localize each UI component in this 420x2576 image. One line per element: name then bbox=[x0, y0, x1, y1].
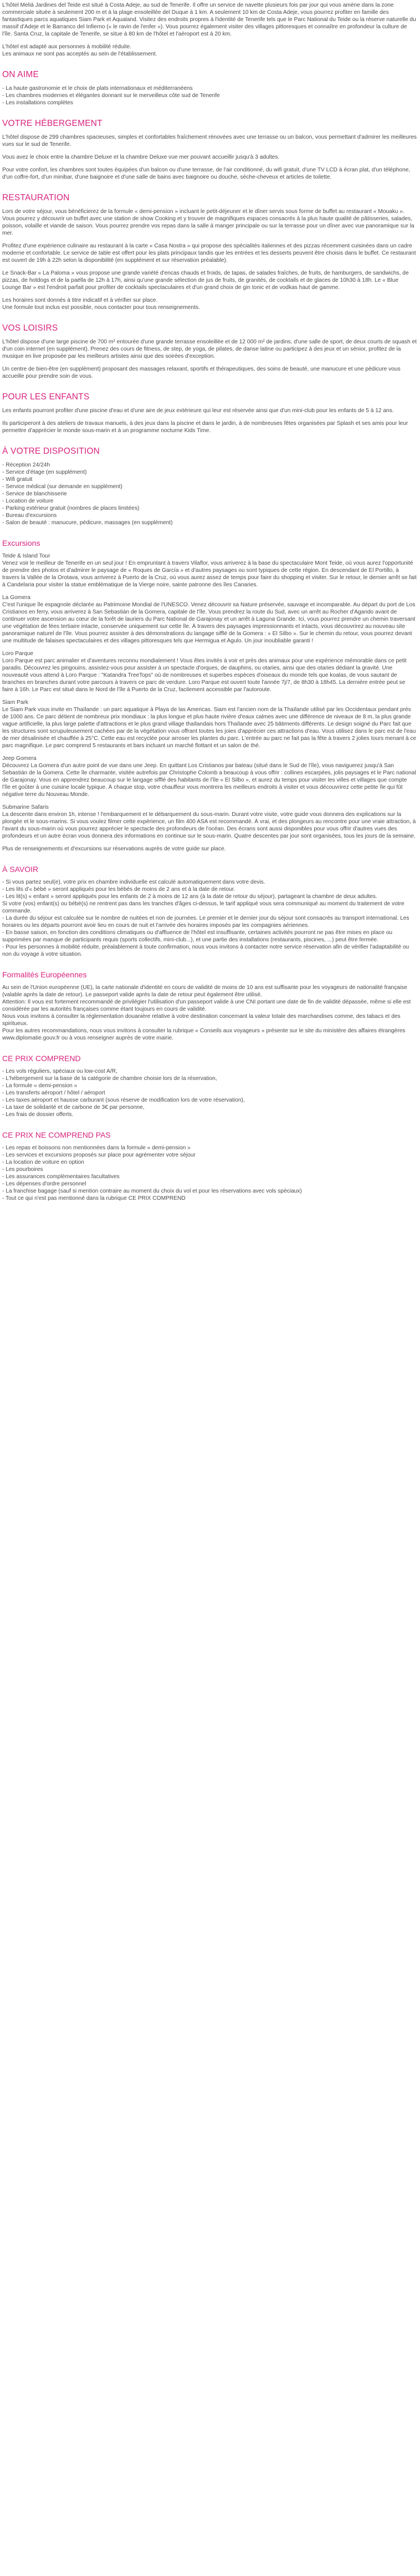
section-title-excursions: Excursions bbox=[2, 539, 40, 547]
excursion-description: Le Siam Park vous invite en Thaïlande : un parc aquatique à Playa de las Americas. Siam est l'ancien nom de la Thaïlande utilisé par les Occidentaux pendant près de 1000 ans. Ce parc détient de nombreux prix mondiaux : la plus longue et plus haute rivière d'eaux calmes avec une différence de niveaux de 8 m, la plus grande vague artificielle, la plus large palette d'attractions et le plus grand village thaïlandais hors Thaïlande avec 25 bâtiments différents. Le design soigné du Parc fait que les structures sont scrupuleusement cachées par de la végétation vous offrant toutes les joies d'apprécier ces attractions d'eau. Vous utilisez dans le parc est de l'eau de mer désalinisée et chauffée à 25°C. Cette eau est recyclée pour arroser les plantes du parc. L'entrée au parc ne fait pas la fête à travers 2 jolies tours menant à ce parc magnifique. Le parc comprend 5 restaurants et bars incluant un marché flottant et un salon de thé. bbox=[2, 707, 417, 749]
list-item: - Les frais de dossier offerts. bbox=[2, 1112, 74, 1118]
list-item: - Les installations complètes bbox=[2, 100, 73, 106]
intro-notes: L'hôtel est adapté aux personnes à mobilité réduite. Les animaux ne sont pas acceptés au sein de l'établissement. bbox=[2, 44, 157, 57]
list-item: - Tout ce qui n'est pas mentionné dans la rubrique CE PRIX COMPREND bbox=[2, 1195, 186, 1201]
list-item: - Les lits d'« bébé » seront appliqués pour les bébés de moins de 2 ans et à la date de retour. bbox=[2, 886, 235, 893]
excursion-name: Jeep Gomera bbox=[2, 755, 37, 762]
restauration-notes: Les horaires sont donnés à titre indicatif et à vérifier sur place. Une formule tout inclus est possible, nous contacter pour tous renseignements. bbox=[2, 297, 200, 311]
section-title-disposition: À VOTRE DISPOSITION bbox=[2, 447, 100, 456]
excursion-item bbox=[2, 755, 417, 798]
list-item: - Service médical (sur demande en supplément) bbox=[2, 484, 122, 490]
list-item: - Les services et excursions proposés sur place pour agrémenter votre séjour bbox=[2, 1152, 196, 1158]
list-item: - La haute gastronomie et le choix de plats internationaux et méditerranéens bbox=[2, 85, 193, 92]
enfants-paragraph: Les enfants pourront profiter d'une piscine d'eau et d'une aire de jeux extérieure qui leur est réservée ainsi que d'un mini-club pour les enfants de 5 à 12 ans. bbox=[2, 408, 394, 414]
excursion-name: La Gomera bbox=[2, 595, 30, 601]
list-item: - Parking extérieur gratuit (nombres de places limitées) bbox=[2, 505, 140, 511]
excursion-description: Venez voir le meilleur de Tenerife en un seul jour ! En empruntant à travers Vilaflor, vous arriverez à la base du spectaculaire Mont Teide, où vous aurez l'opportunité de prendre des photos et d'admirer le paysage de « Roques de García » et d'autres paysages ou sont typiques de cette région. En descendant de El Portillo, à travers la Vallée de la Orotava, vous arriverez à Puerto de la Cruz, où vous aurez assez de temps pour faire du shopping et visiter. Sur le retour, le dernier arrêt se fait à Candelaria pour visiter la statue emblématique de la Vierge noire, sainte patronne des îles Canaries. bbox=[2, 560, 417, 588]
excursion-description: C'est l'unique île espagnole déclarée au Patrimoine Mondial de l'UNESCO. Venez découvrir sa Nature préservée, sauvage et incomparable. Au départ du port de Los Cristianos en ferry, vous arriverez à San Sebastián de la Gomera, capitale de l'île. Vous prendrez la route du Sud, avec un arrêt au Rocher d'Agando avant de continuer votre ascension au cœur de la forêt de lauriers du Parc National de Garajonay et un arrêt à Laguna Grande. Ici, vous pourrez prendre un chemin traversant une végétation de fées tertiaire intacte, conservée uniquement sur cette île. À travers des paysages impressionnants et intacts, vous découvrirez au nouveau site panoramique naturel de l'île. Vous pourrez assister à des démonstrations du langage sifflé de la Gomera : « El Silbo ». Sur le chemin du retour, vous pourrez devant une multitude de falaises spectaculaires et des villages pittoresques tels que Hermigua et Agulo. Un jour inoubliable garanti ! bbox=[2, 602, 416, 644]
excursion-item bbox=[2, 650, 417, 693]
list-item: - Si vous partez seul(e), votre prix en chambre individuelle est calculé automatiquement dans votre devis. bbox=[2, 879, 265, 885]
list-item: - La durée du séjour est calculée sur le nombre de nuitées et non de journées. Le premier et le dernier jour du séjour sont consacrés au transport international. Les horaires ou les départs pourront avoir lieu en cours de nuit et l'arrivée des horaires imposés par les compagnies aériennes. bbox=[2, 915, 409, 929]
excursions-footer: Plus de renseignements et d'excursions sur réservations auprès de votre guide sur place. bbox=[2, 846, 226, 852]
disposition-list bbox=[2, 462, 417, 526]
excursion-item bbox=[2, 804, 417, 840]
excursion-name: Teide & Island Tour bbox=[2, 553, 50, 559]
excursion-item bbox=[2, 552, 417, 589]
ne-comprend-pas-list bbox=[2, 1144, 417, 1202]
list-item: - Réception 24/24h bbox=[2, 462, 50, 468]
savoir-list bbox=[2, 879, 417, 958]
list-item: - L'hébergement sur la base de la catégorie de chambre choisie lors de la réservation, bbox=[2, 1076, 217, 1082]
section-title-enfants: POUR LES ENFANTS bbox=[2, 392, 90, 402]
list-item: - La franchise bagage (sauf si mention contraire au moment du choix du vol et pour les réservations avec vols spéciaux) bbox=[2, 1188, 302, 1194]
hebergement-paragraph: L'hôtel dispose de 299 chambres spacieuses, simples et confortables fraîchement rénovées avec une terrasse ou un balcon, vous permettant d'admirer les meilleures vues sur le sud de Tenerife. bbox=[2, 134, 417, 148]
list-item: - Les transferts aéroport / hôtel / aéroport bbox=[2, 1090, 105, 1096]
list-item: - Les lit(s) « enfant » seront appliqués pour les enfants de 2 à moins de 12 ans (à la date de retour du séjour), partageant la chambre de deux adultes. bbox=[2, 894, 377, 900]
excursion-item bbox=[2, 699, 417, 749]
excursion-name: Submarine Safaris bbox=[2, 804, 49, 810]
list-item: - Les repas et boissons non mentionnées dans la formule « demi-pension » bbox=[2, 1145, 191, 1151]
section-title-hebergement: VOTRE HÉBERGEMENT bbox=[2, 119, 103, 128]
enfants-paragraph: Ils participeront à des ateliers de travaux manuels, à des jeux dans la piscine et dans le jardin, à de nombreuses fêtes organisées par Splash et ses amis pour leur permettre d'apprécier le monde sous-marin et à un programme nocturne Kids Time. bbox=[2, 420, 408, 434]
list-item: - Les taxes aéroport et hausse carburant (sous réserve de modification lors de votre réservation), bbox=[2, 1097, 245, 1103]
intro-section bbox=[2, 2, 417, 58]
excursion-description: La descente dans environ 1h, intense ! l'embarquement et le débarquement du sous-marin. Durant votre visite, votre guide vous donnera des explications sur la plongée et le sous-marins. Si vous voulez filmer cette expérience, un film 400 ASA est recommandé. À vrai, et des plongeurs au rencontre pour une vraie attraction, à l'avant du sous-marin où vous pourrez apprécier le spectacle des profondeurs de l'océan. Des écrans sont aussi disponibles pour vous offrir d'autres vues des profondeurs et un autre écran vous donnera des informations en continue sur le sous-marin. Quatre descentes par jour sont organisées, tous les jours de la semaine. bbox=[2, 812, 416, 839]
list-item: - La formule « demi-pension » bbox=[2, 1083, 78, 1089]
on-aime-list bbox=[2, 85, 417, 107]
intro-paragraph: L'hôtel Meliá Jardines del Teide est situé à Costa Adeje, au sud de Tenerife. Il offre un service de navette plusieurs fois par jour qui vous amène dans la zone commerciale située à seulement 200 m et à la plage ensoleillée del Duque à 1 km. A seulement 10 km de Costa Adeje, vous pourrez profiter en famille des fantastiques parcs aquatiques Siam Park et Aqualand. Visitez des endroits propres à l'identité de Tenerife tels que le Parc National du Teide ou la réserve naturelle du massif d'Adeje et le Barranco del Infierno (« le ravin de l'enfer »). Vous pourrez également visiter des villages pittoresques et connaître en profondeur la culture de l'île. Santa Cruz, la capitale de Tenerife, se situe à 80 km de l'hôtel et l'aéroport est à 20 km. bbox=[2, 2, 416, 37]
excursion-description: Loro Parque est parc animalier et d'aventures reconnu mondialement ! Vous êtes invités à voir et près des animaux pour une expérience mémorable dans ce petit paradis. Découvrez les pingouins, assistez-vous pour assister à un spectacle d'orques, de dauphins, ou otaries, ainsi que des otaries dédiant la gravité. Une nouveauté vous attend à Loro Parque : "Katandra TreeTops" où de nombreuses et superbes espèces d'oiseaux du monde tels que koalas, de vous sautant de branches en branches durant votre parcours à travers ce parc de verdure. Loro Parque est ouvert toute l'année 7j/7, de 8h30 à 18h45. La dernière entrée peut se faire à 16h. Le Parc est situé dans le Nord de l'île à Puerto de la Cruz, facilement accessible par l'autoroute. bbox=[2, 658, 407, 693]
comprend-list bbox=[2, 1068, 417, 1118]
restauration-paragraph: Profitez d'une expérience culinaire au restaurant à la carte « Casa Nostra » qui propose des spécialités italiennes et des pizzas récemment cuisinées dans un cadre moderne et confortable. Le service de table est offert pour les plats principaux tandis que les entrées et les desserts peuvent être choisis dans le buffet. Ce restaurant est ouvert de 19h à 22h selon la disponibilité (en supplément et sur réservation préalable). bbox=[2, 243, 416, 263]
list-item: - Service de blanchisserie bbox=[2, 491, 67, 497]
list-item: - Les assurances complémentaires facultatives bbox=[2, 1174, 120, 1180]
list-item: - La location de voiture en option bbox=[2, 1159, 84, 1165]
section-title-on-aime: ON AIME bbox=[2, 70, 39, 79]
excursion-item bbox=[2, 594, 417, 645]
list-item: - Les vols réguliers, spéciaux ou low-cost A/R, bbox=[2, 1068, 117, 1074]
section-title-restauration: RESTAURATION bbox=[2, 193, 70, 202]
formalites-paragraph: Au sein de l'Union européenne (UE), la carte nationale d'identité en cours de validité de moins de 10 ans est suffisante pour les voyageurs de nationalité française (valable après la date de retour). Le passeport valide après la date de retour peut également être utilisé. Attention: Il vous est fortement recommandé de privilégier l'utilisation d'un passeport valide à une CNI portant une date de fin de validité dépassée, même si elle est considérée par les autorités françaises comme étant toujours en cours de validité. Nous vous invitons à consulter la réglementation douanière relative à votre destination concernant la valeur totale des marchandises comme, des tabacs et des spiritueux. Pour les autres recommandations, nous vous invitons à consulter la rubrique « Conseils aux voyageurs » présente sur le site du ministère des affaires étrangères www.diplomatie.gouv.fr ou à vous renseigner auprès de votre mairie. bbox=[2, 985, 411, 1041]
section-title-ne-comprend-pas: CE PRIX NE COMPREND PAS bbox=[2, 1130, 111, 1139]
list-item: - Pour les personnes à mobilité réduite, préalablement à toute confirmation, nous vous invitons à contacter notre service réservation afin de vérifier l'adaptabilité ou non du voyage à votre situation. bbox=[2, 944, 409, 957]
excursion-description: Découvrez La Gomera d'un autre point de vue dans une Jeep. En quittant Los Cristianos par bateau (situé dans le Sud de l'île), vous naviguerez jusqu'à San Sebastián de la Gomera. Cette île charmante, visitée autrefois par Christophe Colomb a beaucoup à vous offrir : collines escarpées, jolis paysages et le Parc national de Garajonay. Vous en apprendrez beaucoup sur le langage sifflé des habitants de l'île « El Silbo », et aurez du temps pour visiter les villes et villages que compte l'île et goûter à une cuisine locale typique. À chaque stop, votre chauffeur vous montrera les meilleurs endroits à visiter et vous découvrirez cette petite île qui fût négative terre du Nouveau Monde. bbox=[2, 763, 416, 798]
list-item: - Les chambres modernes et élégantes donnant sur le merveilleux côte sud de Tenerife bbox=[2, 93, 220, 99]
section-title-loisirs: VOS LOISIRS bbox=[2, 323, 58, 333]
list-item: - La taxe de solidarité et de carbone de 3€ par personne, bbox=[2, 1104, 145, 1110]
loisirs-paragraph: Un centre de bien-être (en supplément) proposant des massages relaxant, sportifs et thérapeutiques, des soins de beauté, une manucure et une pédicure vous accueille pour prendre soin de vous. bbox=[2, 366, 401, 379]
excursion-name: Siam Park bbox=[2, 699, 28, 706]
list-item: - Location de voiture bbox=[2, 498, 54, 504]
list-item: - En basse saison, en fonction des conditions climatiques ou d'affluence de l'hôtel est insuffisante, certaines activités pourront ne pas être mises en place ou supprimées par manque de participants requis (sports collectifs, mini-club...), et une partie des installations (restaurants, piscines, ...) peut être fermée. bbox=[2, 930, 393, 943]
section-title-savoir: À SAVOIR bbox=[2, 865, 39, 874]
list-item: - Les dépenses d'ordre personnel bbox=[2, 1181, 86, 1187]
hebergement-paragraph: Pour votre confort, les chambres sont toutes équipées d'un balcon ou d'une terrasse, de l'air conditionné, du wifi gratuit, d'une TV LCD à écran plat, d'un téléphone, d'un coffre-fort, d'un minibar, d'une baignoire et d'une salle de bains avec baignoire ou douche, sèche-cheveux et articles de toilette. bbox=[2, 167, 411, 180]
list-item: - Bureau d'excursions bbox=[2, 513, 57, 519]
list-item: - Service d'étage (en supplément) bbox=[2, 469, 87, 475]
restauration-paragraph: Lors de votre séjour, vous bénéficierez de la formule « demi-pension » incluant le petit-déjeuner et le dîner servis sous forme de buffet au restaurant « Mouaku ». Vous pourrez y découvrir un buffet avec une station de show Cooking et y trouver de magnifiques espaces consacrés à la plus haute qualité de pâtisseries, salades, poisson, volaille et viande de saison. Vous pourrez prendre vos repas dans la salle à manger principale ou sur la terrasse pour un dîner avec vue panoramique sur la mer. bbox=[2, 209, 414, 236]
document bbox=[0, 0, 420, 1208]
list-item: Si votre (vos) enfant(s) ou bébé(s) ne rentrent pas dans les tranches d'âges ci-dessus, le tarif appliqué vous sera communiqué au moment du traitement de votre commande. bbox=[2, 901, 404, 914]
section-title-comprend: CE PRIX COMPREND bbox=[2, 1054, 81, 1063]
section-title-formalites: Formalités Européennes bbox=[2, 970, 87, 979]
list-item: - Wifi gratuit bbox=[2, 476, 33, 483]
excursion-name: Loro Parque bbox=[2, 651, 34, 657]
list-item: - Salon de beauté : manucure, pédicure, massages (en supplément) bbox=[2, 520, 173, 526]
loisirs-paragraph: L'hôtel dispose d'une large piscine de 700 m² entourée d'une grande terrasse ensoleillée et de 12 000 m² de jardins, d'une salle de sport, de deux courts de squash et d'un coin internet (en supplément). Prenez des cours de fitness, de step, de yoga, de pilates, de danse latine ou participez à des jeux et un sénior, profitez de la musique en live proposée par les meilleurs artistes ainsi que des soirées d'exception. bbox=[2, 339, 417, 359]
hebergement-paragraph: Vous avez le choix entre la chambre Deluxe et la chambre Deluxe vue mer pouvant accueillir jusqu'à 3 adultes. bbox=[2, 154, 280, 160]
restauration-paragraph: Le Snack-Bar « La Paloma » vous propose une grande variété d'encas chauds et froids, de tapas, de salades fraîches, de fruits, de hamburgers, de sandwichs, de pizzas, de hotdogs et de la paëlla de 12h à 17h, ainsi qu'une grande sélection de jus de fruits, de granités, de cocktails et de glaces de 10h30 à 18h. Le « Blue Lounge Bar » est l'endroit parfait pour profiter de cocktails spectaculaires et d'un grand choix de gin tonic et de vodkas haut de gamme. bbox=[2, 270, 409, 291]
list-item: - Les pourboires bbox=[2, 1167, 43, 1173]
